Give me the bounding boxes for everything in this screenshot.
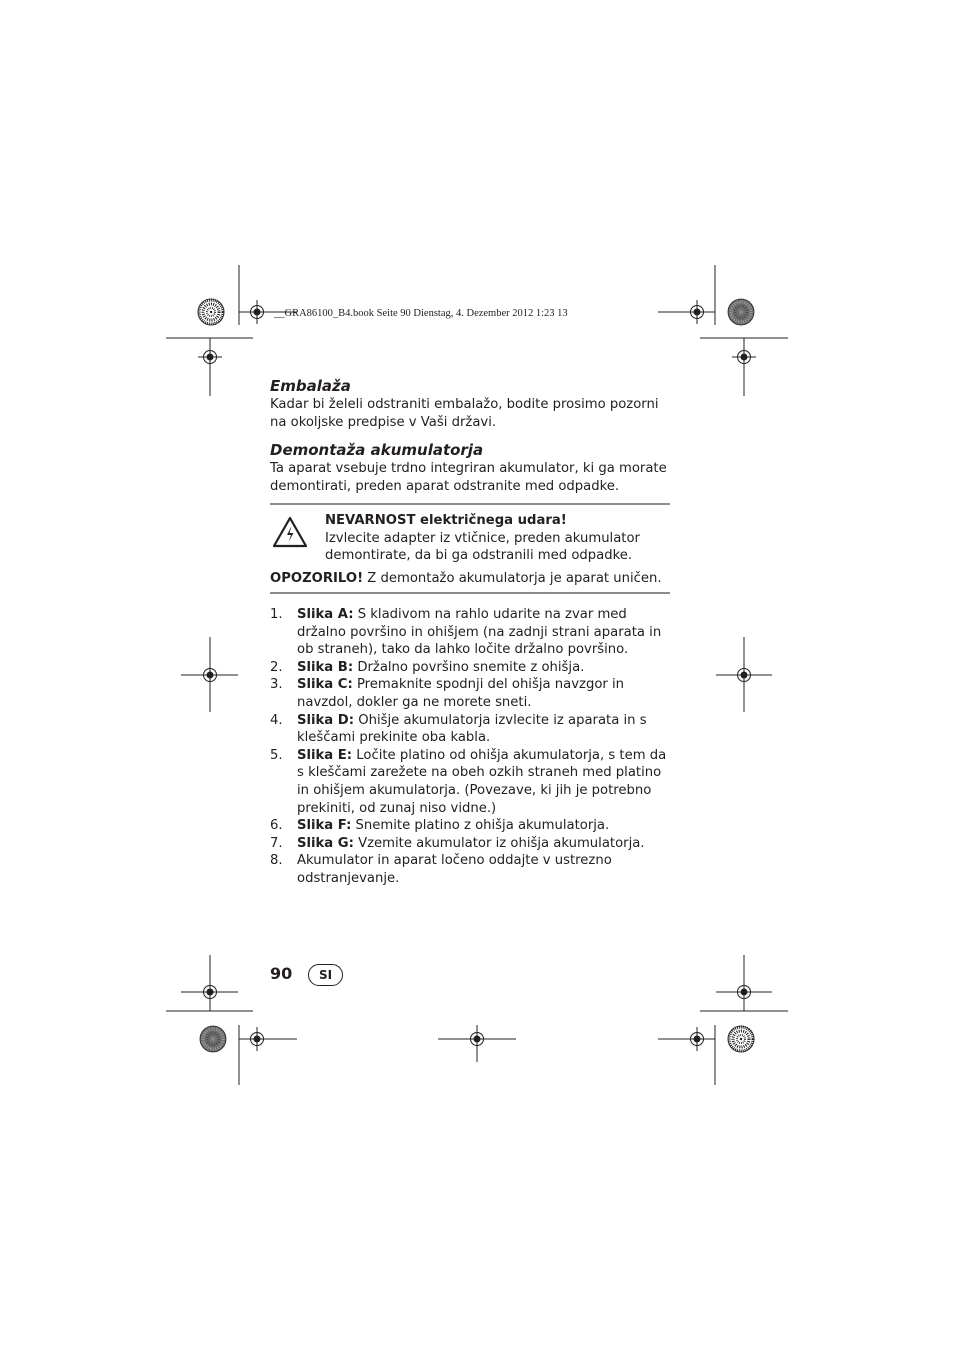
list-item: 3. Slika C: Premaknite spodnji del ohišja navzgor in navzdol, dokler ga ne morete sneti. <box>270 677 625 710</box>
divider-top <box>270 503 670 505</box>
language-badge: SI <box>308 964 343 986</box>
packaging-body: Kadar bi želeli odstraniti embalažo, bodite prosimo pozorni na okoljske predpise v Vaši državi. <box>270 397 659 430</box>
packaging-title: Embalaža <box>270 377 351 395</box>
list-item: 5. Slika E: Ločite platino od ohišja akumulatorja, s tem da s kleščami zarežete na obeh ozkih straneh med platino in ohišjem akumulatorja. (Povezave, ki jih je potrebno prekiniti, od zunaj niso vidne.) <box>270 747 667 816</box>
warning-title: NEVARNOST električnega udara! <box>325 513 567 528</box>
caution-label: OPOZORILO! <box>270 571 364 586</box>
battery-removal-title: Demontaža akumulatorja <box>270 441 484 459</box>
warning-body: Izvlecite adapter iz vtičnice, preden akumulator demontirate, da bi ga odstranili med odpadke. <box>325 530 640 564</box>
caution-note <box>270 570 672 588</box>
packaging-section <box>270 376 672 431</box>
battery-removal-section <box>270 440 672 495</box>
list-item: 8. Akumulator in aparat ločeno oddajte v ustrezno odstranjevanje. <box>270 853 612 886</box>
list-item: 4. Slika D: Ohišje akumulatorja izvlecite iz aparata in s kleščami prekinite oba kabla. <box>270 712 647 746</box>
list-item: 1. Slika A: S kladivom na rahlo udarite na zvar med držalno površino in ohišjem (na zadnji strani aparata in ob straneh), tako da lahko ločite držalno površino. <box>270 607 662 658</box>
electric-shock-warning-icon <box>272 516 308 548</box>
disassembly-steps <box>270 606 672 888</box>
print-file-header: __GRA86100_B4.book Seite 90 Dienstag, 4. Dezember 2012 1:23 13 <box>274 308 568 319</box>
battery-removal-body: Ta aparat vsebuje trdno integriran akumulator, ki ga morate demontirati, preden aparat odstranite med odpadke. <box>270 461 667 494</box>
divider-bottom <box>270 592 670 594</box>
list-item: 7. Slika G: Vzemite akumulator iz ohišja akumulatorja. <box>270 835 645 851</box>
caution-text: Z demontažo akumulatorja je aparat uničen. <box>363 571 662 586</box>
page-number: 90 <box>270 964 293 983</box>
list-item: 6. Slika F: Snemite platino z ohišja akumulatorja. <box>270 818 610 834</box>
warning-text <box>325 512 672 565</box>
list-item: 2. Slika B: Držalno površino snemite z ohišja. <box>270 659 585 675</box>
